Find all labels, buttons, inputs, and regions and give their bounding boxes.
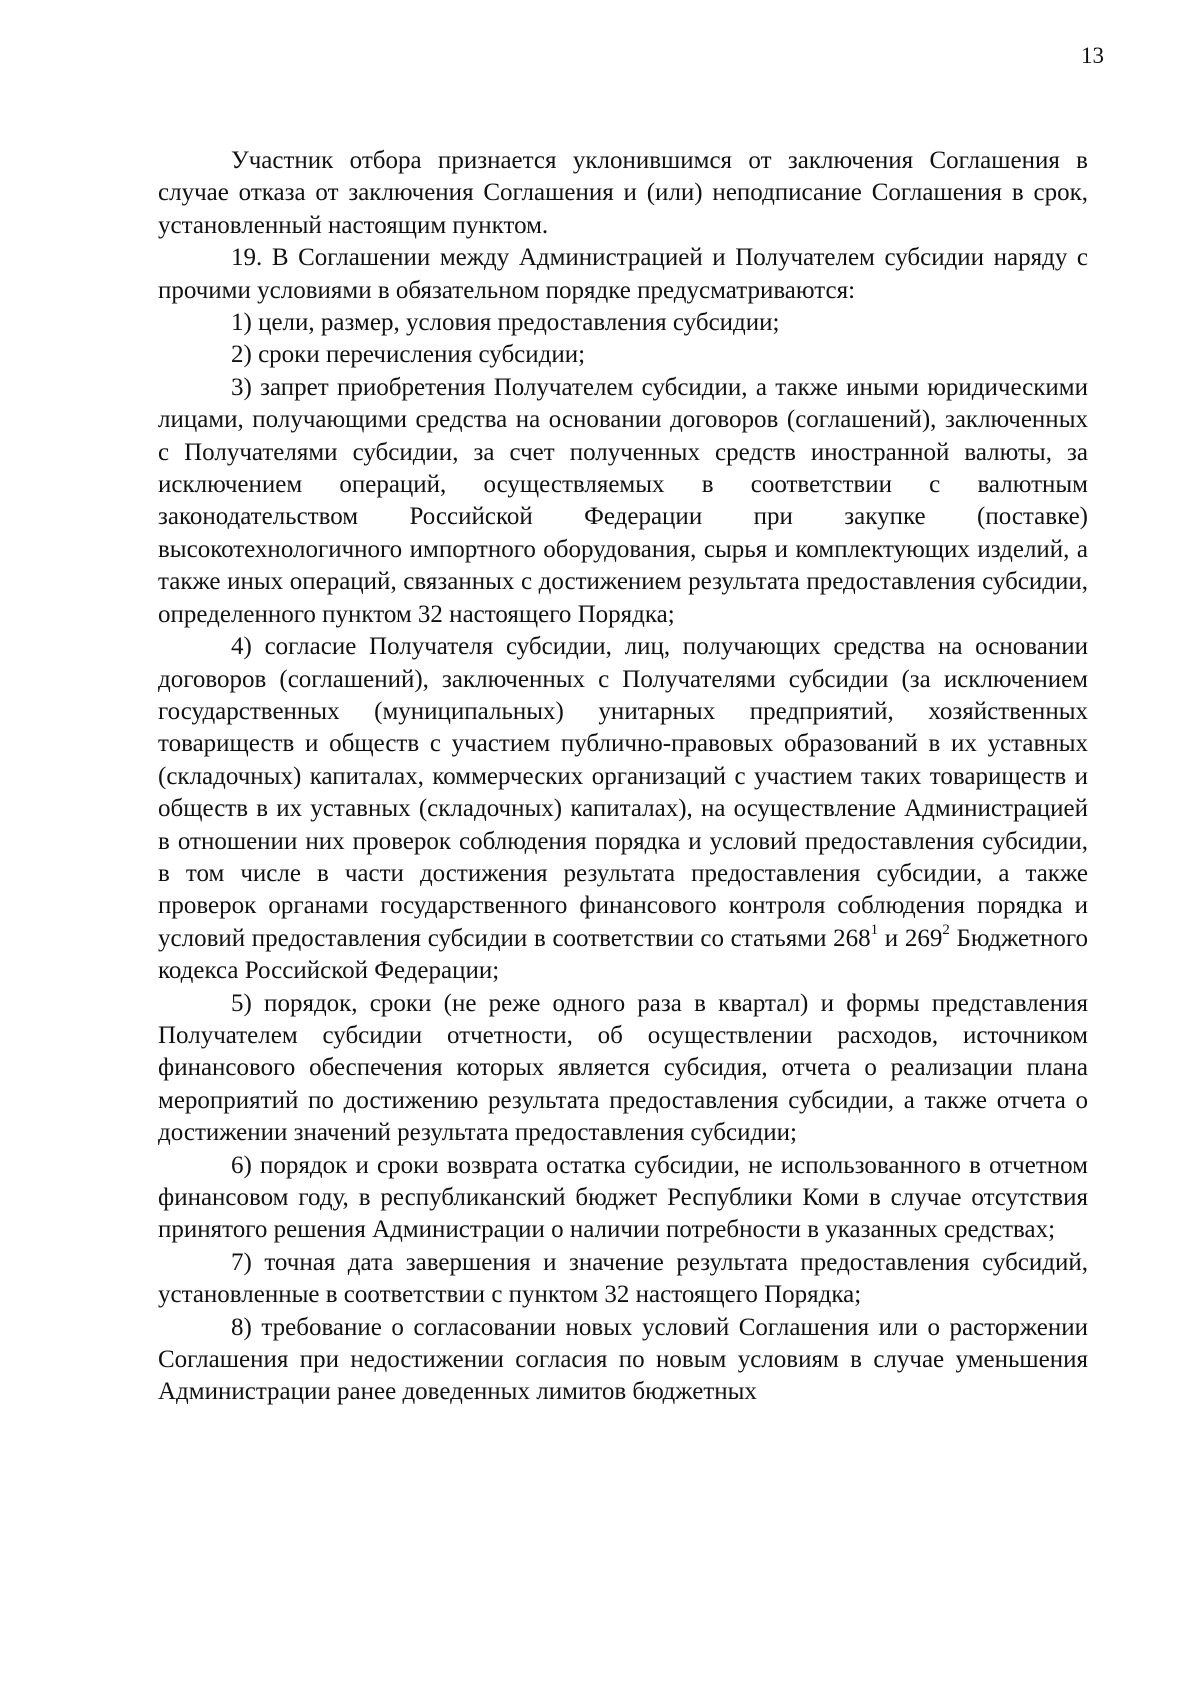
list-item-6: 6) порядок и сроки возврата остатка субсидии, не использованного в отчетном финансовом году, в республиканский бюджет Республики Коми в случае отсутствия принятого решения Администрации о наличии потребности в указанных средствах; <box>158 1151 1088 1244</box>
document-body <box>158 145 1088 1409</box>
superscript-2: 2 <box>942 922 950 939</box>
list-item-3: 3) запрет приобретения Получателем субсидии, а также иными юридическими лицами, получающими средства на основании договоров (соглашений), заключенных с Получателями субсидии, за счет полученных средств иностранной валюты, за исключением операций, осуществляемых в соответствии с валютным законодательством Российской Федерации при закупке (поставке) высокотехнологичного импортного оборудования, сырья и комплектующих изделий, а также иных операций, связанных с достижением результата предоставления субсидии, определенного пунктом 32 настоящего Порядка; <box>158 373 1088 628</box>
list-item-4-text-middle: и 269 <box>878 924 943 952</box>
list-item-4-text-start: 4) согласие Получателя субсидии, лиц, получающих средства на основании договоров (соглашений), заключенных с Получателями субсидии (за исключением государственных (муниципальных) унитарных предприятий, хозяйственных товариществ и обществ с участием публично-правовых образований в их уставных (складочных) капиталах, коммерческих организаций с участием таких товариществ и обществ в их уставных (складочных) капиталах), на осуществление Администрацией в отношении них проверок соблюдения порядка и условий предоставления субсидии, в том числе в части достижения результата предоставления субсидии, а также проверок органами государственного финансового контроля соблюдения порядка и условий предоставления субсидии в соответствии со статьями 268 <box>158 633 1088 952</box>
list-item-4-text-end: Бюджетного кодекса Российской Федерации; <box>158 924 1088 985</box>
list-item-2: 2) сроки перечисления субсидии; <box>231 341 586 369</box>
list-item-4 <box>158 631 1088 987</box>
page-number: 13 <box>1081 43 1104 68</box>
superscript-1: 1 <box>870 922 879 939</box>
list-item-5: 5) порядок, сроки (не реже одного раза в квартал) и формы представления Получателем субсидии отчетности, об осуществлении расходов, источником финансового обеспечения которых является субсидия, отчета о реализации плана мероприятий по достижению результата предоставления субсидии, а также отчета о достижении значений результата предоставления субсидии; <box>158 989 1088 1147</box>
paragraph-item-19: 19. В Соглашении между Администрацией и Получателем субсидии наряду с прочими условиями в обязательном порядке предусматриваются: <box>158 244 1088 304</box>
paragraph-evasion: Участник отбора признается уклонившимся от заключения Соглашения в случае отказа от заключения Соглашения и (или) неподписание Соглашения в срок, установленный настоящим пунктом. <box>158 147 1088 239</box>
list-item-1: 1) цели, размер, условия предоставления субсидии; <box>231 309 780 337</box>
list-item-8: 8) требование о согласовании новых условий Соглашения или о расторжении Соглашения при недостижении согласия по новым условиям в случае уменьшения Администрации ранее доведенных лимитов бюджетных <box>158 1313 1088 1406</box>
list-item-7: 7) точная дата завершения и значение результата предоставления субсидий, установленные в соответствии с пунктом 32 настоящего Порядка; <box>158 1248 1088 1309</box>
